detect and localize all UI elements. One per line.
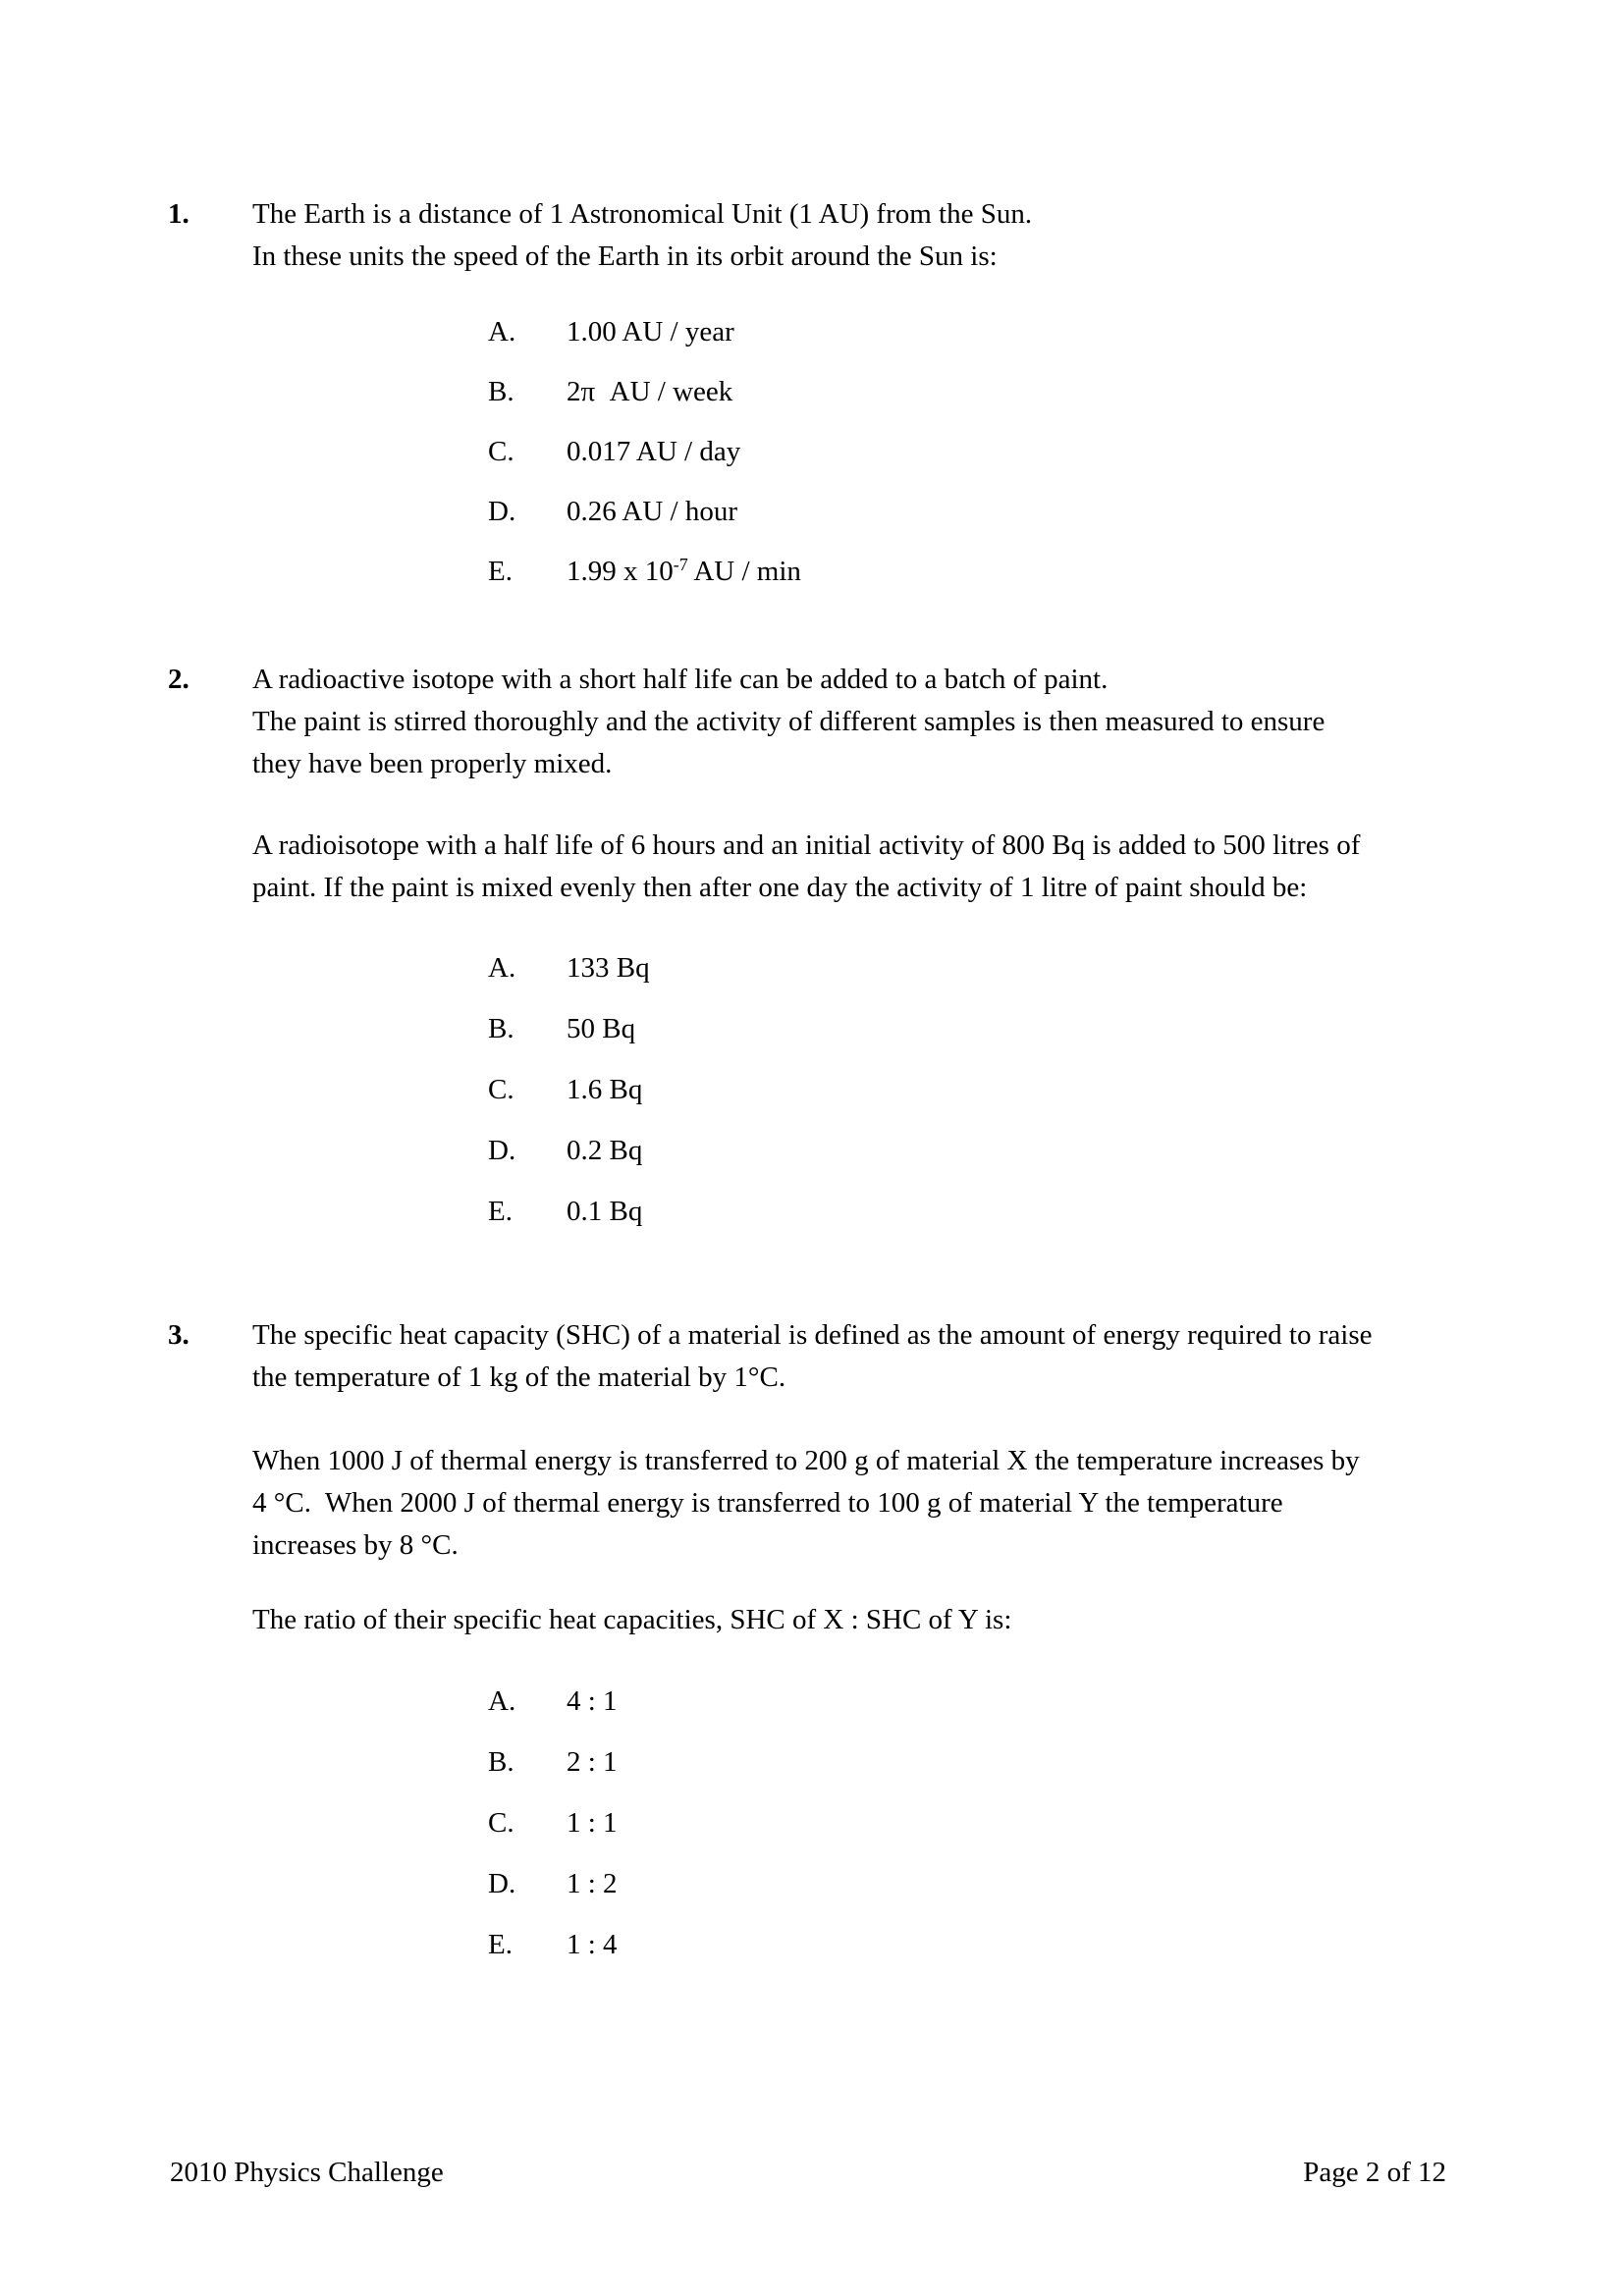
option-text: 1.00 AU / year [567, 316, 734, 347]
question-3-number: 3. [168, 1319, 189, 1351]
option-letter: D. [488, 1135, 516, 1166]
question-1-option-a [488, 311, 734, 353]
option-text: 0.2 Bq [567, 1135, 643, 1166]
question-1-option-e [488, 551, 801, 593]
text-line: increases by 8 °C. [252, 1529, 459, 1561]
question-1-option-b [488, 371, 732, 413]
text-line: A radioactive isotope with a short half life can be added to a batch of paint. [252, 664, 1109, 695]
option-letter: B. [488, 1013, 514, 1044]
question-3-option-c [488, 1802, 618, 1844]
text-line: paint. If the paint is mixed evenly then after one day the activity of 1 litre of paint should be: [252, 872, 1308, 903]
question-2-paragraph-2 [252, 825, 1360, 909]
option-letter: B. [488, 376, 514, 407]
text-line: The ratio of their specific heat capacities, SHC of X : SHC of Y is: [252, 1604, 1012, 1635]
option-letter: A. [488, 952, 516, 984]
question-2-option-c [488, 1069, 642, 1111]
option-text: 0.1 Bq [567, 1196, 643, 1227]
option-letter: A. [488, 316, 516, 347]
footer-page-number: Page 2 of 12 [1303, 2157, 1446, 2188]
text-line: 4 °C. When 2000 J of thermal energy is transferred to 100 g of material Y the temperature [252, 1487, 1283, 1519]
text-line: The paint is stirred thoroughly and the activity of different samples is then measured to ensure [252, 706, 1325, 737]
option-letter: C. [488, 436, 514, 467]
option-letter: E. [488, 1929, 513, 1960]
option-text: 2π AU / week [567, 376, 733, 407]
option-text: 1 : 4 [567, 1929, 618, 1960]
option-text: 4 : 1 [567, 1685, 618, 1717]
question-3-option-d [488, 1863, 618, 1905]
option-text: 1.99 x $10^{-7}$ AU / min [567, 555, 801, 587]
option-letter: C. [488, 1074, 514, 1105]
question-3-paragraph-3 [252, 1599, 1011, 1641]
question-3-option-a [488, 1681, 618, 1723]
text-line: they have been properly mixed. [252, 748, 613, 779]
text-line: In these units the speed of the Earth in its orbit around the Sun is: [252, 240, 998, 272]
question-2-option-b [488, 1008, 635, 1050]
question-3-paragraph-2 [252, 1440, 1360, 1567]
text-line: The specific heat capacity (SHC) of a material is defined as the amount of energy required to raise [252, 1319, 1373, 1351]
option-letter: D. [488, 1868, 516, 1899]
option-text: 0.26 AU / hour [567, 496, 737, 527]
footer-document-title: 2010 Physics Challenge [170, 2157, 444, 2188]
question-3-paragraph-1 [252, 1314, 1373, 1399]
option-letter: D. [488, 496, 516, 527]
question-1-number: 1. [168, 198, 189, 230]
option-text: 1 : 1 [567, 1807, 618, 1839]
question-3-option-e [488, 1924, 618, 1966]
question-1-option-d [488, 491, 737, 533]
text-line: When 1000 J of thermal energy is transferred to 200 g of material X the temperature increases by [252, 1445, 1360, 1476]
question-2-paragraph-1 [252, 659, 1325, 785]
option-text: 2 : 1 [567, 1746, 618, 1778]
question-3-option-b [488, 1741, 618, 1784]
question-2-option-e [488, 1191, 642, 1233]
option-letter: B. [488, 1746, 514, 1778]
option-letter: E. [488, 556, 513, 587]
option-text: 1 : 2 [567, 1868, 618, 1899]
text-line: the temperature of 1 kg of the material by 1°C. [252, 1362, 786, 1393]
option-letter: A. [488, 1685, 516, 1717]
question-1-paragraph-1 [252, 193, 1032, 278]
question-1-option-c [488, 431, 740, 473]
option-letter: E. [488, 1196, 513, 1227]
text-line: The Earth is a distance of 1 Astronomical Unit (1 AU) from the Sun. [252, 198, 1033, 230]
option-text: 133 Bq [567, 952, 650, 984]
question-2-option-a [488, 947, 650, 989]
option-text: 50 Bq [567, 1013, 636, 1044]
text-line: A radioisotope with a half life of 6 hours and an initial activity of 800 Bq is added to 500 litres of [252, 829, 1361, 861]
question-2-number: 2. [168, 664, 189, 695]
option-letter: C. [488, 1807, 514, 1839]
option-text: 0.017 AU / day [567, 436, 741, 467]
question-2-option-d [488, 1130, 642, 1172]
option-text: 1.6 Bq [567, 1074, 643, 1105]
